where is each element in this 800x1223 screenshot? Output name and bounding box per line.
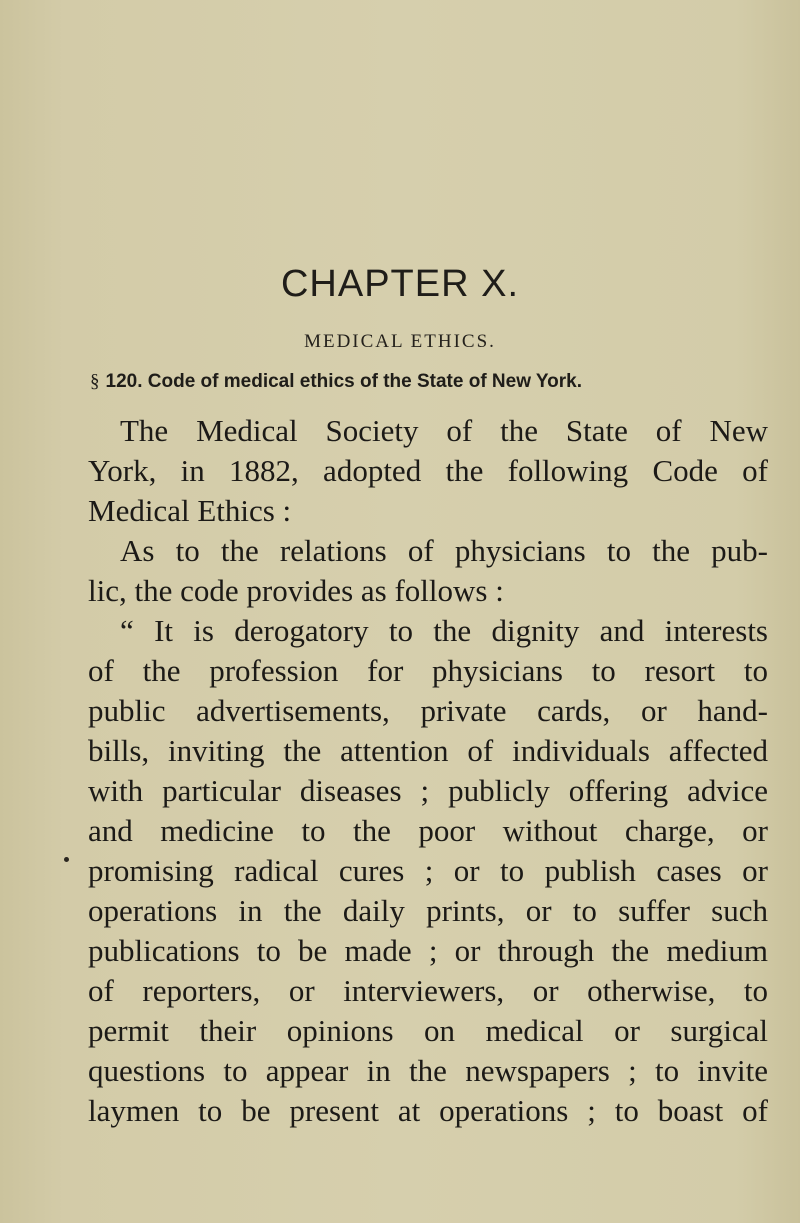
text-line: of the profession for physicians to resort to bbox=[88, 653, 768, 688]
section-subtitle: MEDICAL ETHICS. bbox=[304, 331, 496, 352]
text-line: operations in the daily prints, or to suffer such bbox=[88, 893, 768, 928]
text-line: promising radical cures ; or to publish cases or bbox=[88, 853, 768, 888]
text-line: As to the relations of physicians to the pub- bbox=[120, 533, 768, 568]
text-line: “ It is derogatory to the dignity and interests bbox=[120, 613, 768, 648]
body-text bbox=[88, 411, 768, 1131]
text-line: public advertisements, private cards, or hand- bbox=[88, 693, 768, 728]
text-line: York, in 1882, adopted the following Code of bbox=[88, 453, 768, 488]
text-line: and medicine to the poor without charge, or bbox=[88, 813, 768, 848]
section-heading bbox=[90, 369, 582, 395]
text-line: laymen to be present at operations ; to boast of bbox=[88, 1093, 768, 1128]
text-line: The Medical Society of the State of New bbox=[120, 413, 768, 448]
chapter-title: CHAPTER X. bbox=[280, 263, 520, 305]
text-line: bills, inviting the attention of individuals affected bbox=[88, 733, 768, 768]
text-line: lic, the code provides as follows : bbox=[88, 573, 504, 608]
margin-dot bbox=[64, 857, 69, 862]
text-line: Medical Ethics : bbox=[88, 493, 292, 528]
text-line: permit their opinions on medical or surgical bbox=[88, 1013, 768, 1048]
section-symbol: § bbox=[90, 371, 100, 392]
text-line: of reporters, or interviewers, or otherwise, to bbox=[88, 973, 768, 1008]
text-line: questions to appear in the newspapers ; to invite bbox=[88, 1053, 768, 1088]
text-line: with particular diseases ; publicly offering advice bbox=[88, 773, 768, 808]
text-line: publications to be made ; or through the medium bbox=[88, 933, 768, 968]
section-heading-text: 120. Code of medical ethics of the State of New York. bbox=[105, 371, 583, 392]
